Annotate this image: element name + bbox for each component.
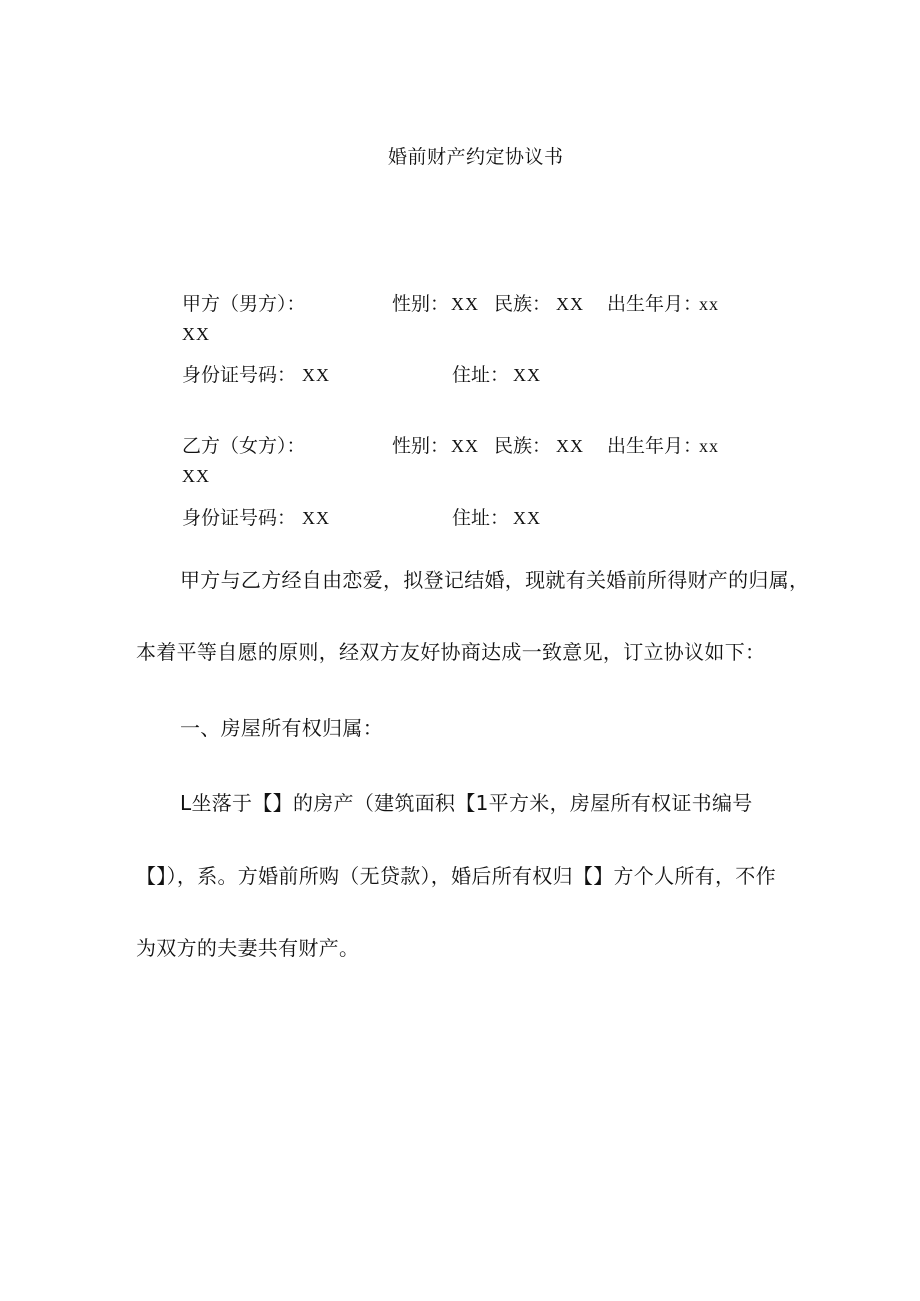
party-a-ethnicity-value: XX <box>556 294 584 314</box>
party-b-gender-label: 性别： <box>392 435 450 457</box>
party-a-birth-value: xx <box>699 294 719 314</box>
party-b-ethnicity-label: 民族： <box>494 435 552 457</box>
party-a-birth-value-cont: XX <box>182 324 210 344</box>
party-b-id-value: XX <box>302 508 330 528</box>
intro-paragraph-line-2: 本着平等自愿的原则，经双方友好协商达成一致意见，订立协议如下： <box>136 640 766 664</box>
section-1-line-2: 【】），系。方婚前所购（无贷款），婚后所有权归【】方个人所有，不作 <box>136 864 776 888</box>
intro-paragraph-line-1: 甲方与乙方经自由恋爱，拟登记结婚，现就有关婚前所得财产的归属， <box>180 568 810 592</box>
party-a-ethnicity-label: 民族： <box>494 293 552 315</box>
party-a-birth-label: 出生年月： <box>607 293 703 315</box>
party-b-ethnicity-value: XX <box>556 436 584 456</box>
party-b-address-value: XX <box>513 508 541 528</box>
party-b-birth-value: xx <box>699 436 719 456</box>
party-a-id-value: XX <box>302 365 330 385</box>
party-a-address-label: 住址： <box>452 364 510 386</box>
party-a-gender-value: XX <box>451 294 479 314</box>
party-a-gender-label: 性别： <box>392 293 450 315</box>
party-a-id-label: 身份证号码： <box>182 364 297 386</box>
party-b-label: 乙方（女方）： <box>182 435 306 457</box>
party-a-address-value: XX <box>513 365 541 385</box>
party-b-id-label: 身份证号码： <box>182 507 297 529</box>
section-1-line-1: L坐落于【】的房产（建筑面积【1平方米，房屋所有权证书编号 <box>180 791 753 815</box>
party-b-address-label: 住址： <box>452 507 510 529</box>
section-1-heading: 一、房屋所有权归属： <box>180 716 383 740</box>
section-1-line-3: 为双方的夫妻共有财产。 <box>136 936 360 960</box>
party-b-gender-value: XX <box>451 436 479 456</box>
party-b-birth-value-cont: XX <box>182 466 210 486</box>
document-title: 婚前财产约定协议书 <box>388 146 564 168</box>
party-a-label: 甲方（男方）： <box>182 293 306 315</box>
party-b-birth-label: 出生年月： <box>607 435 703 457</box>
